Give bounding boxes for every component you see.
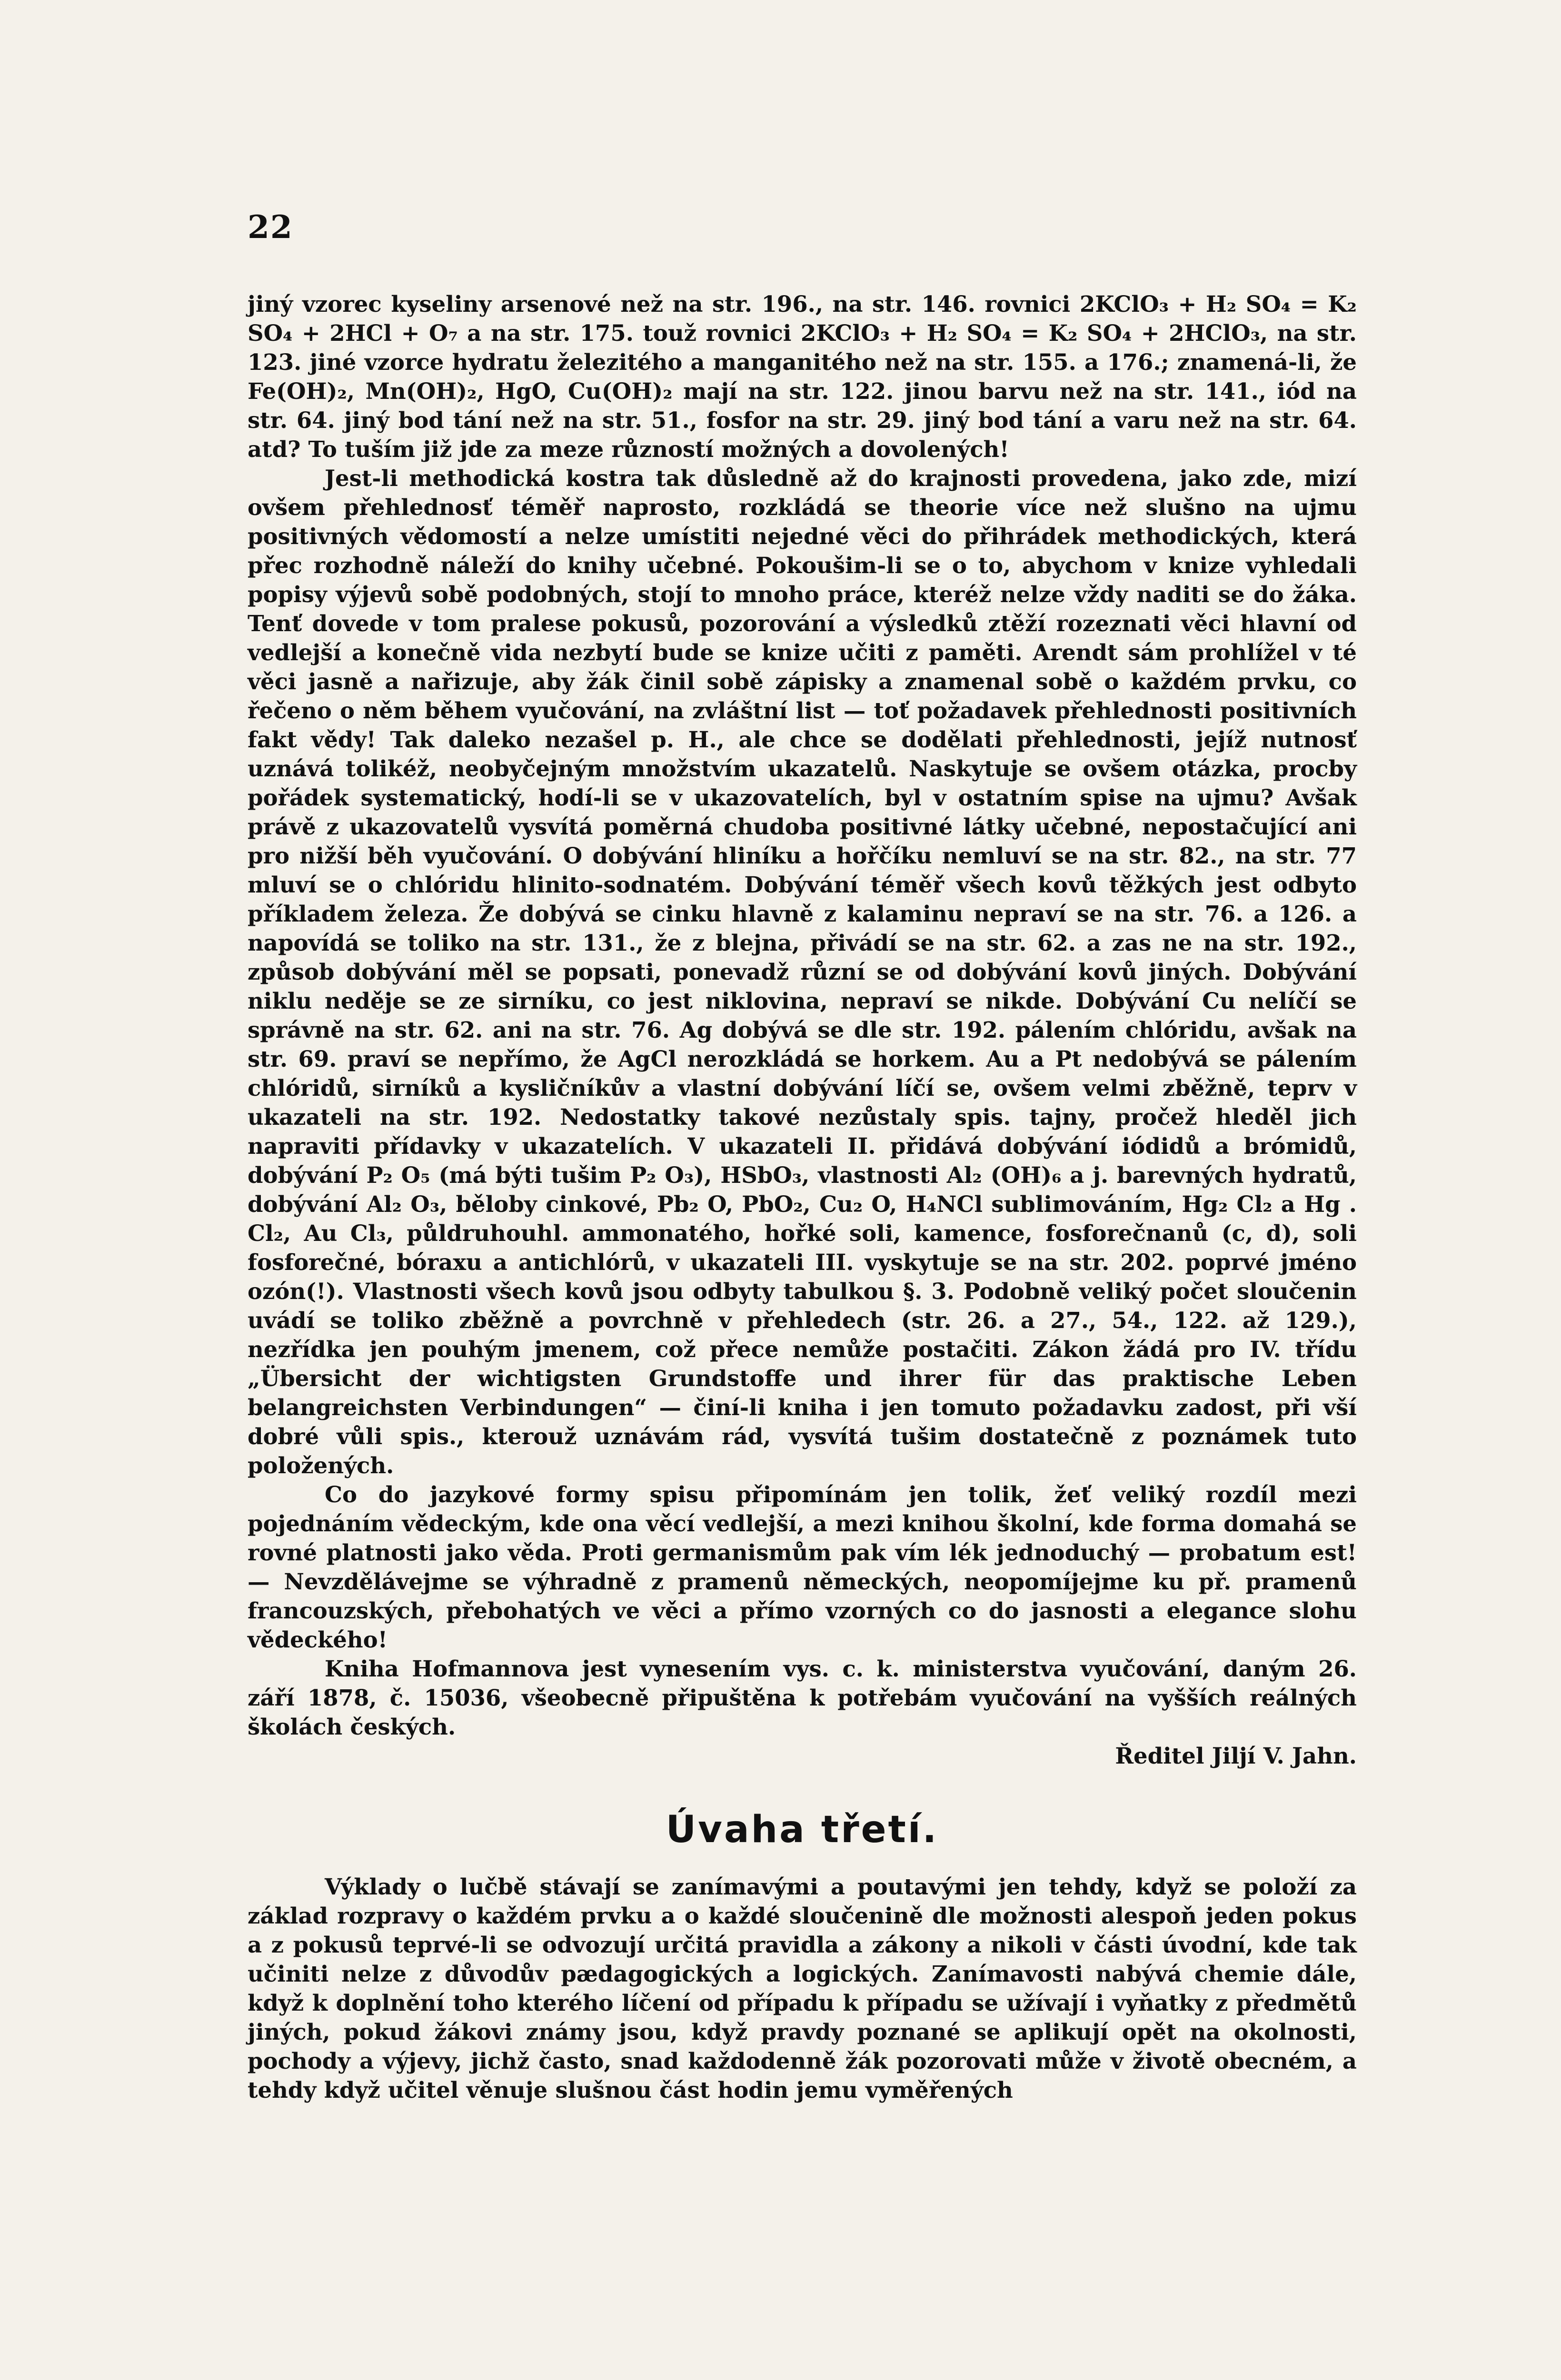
paragraph-continuation: jiný vzorec kyseliny arsenové než na str. 196., na str. 146. rovnici 2KClO₃ + H₂ SO₄ = K₂ SO₄ + 2HCl + O₇ a na str. 175. touž rovnici 2KClO₃ + H₂ SO₄ = K₂ SO₄ + 2HClO₃, na str. 123. jiné vzorce hydratu železitého a manganitého než na str. 155. a 176.; znamená-li, že Fe(OH)₂, Mn(OH)₂, HgO, Cu(OH)₂ mají na str. 122. jinou barvu než na str. 141., iód na str. 64. jiný bod tání než na str. 51., fosfor na str. 29. jiný bod tání a varu než na str. 64. atd? To tuším již jde za meze růzností možných a dovolených! (248, 291, 1357, 462)
text-column (248, 289, 1357, 2104)
section-heading: Úvaha třetí. (666, 1808, 939, 1851)
signature: Ředitel Jiljí V. Jahn. (1115, 1743, 1357, 1769)
paragraph-language: Co do jazykové formy spisu připomínám jen tolik, žeť veliký rozdíl mezi pojednáním vědeckým, kde ona věcí vedlejší, a mezi knihou školní, kde forma domahá se rovné platnosti jako věda. Proti germanismům pak vím lék jednoduchý — probatum est! — Nevzdělávejme se výhradně z pramenů německých, neopomíjejme ku př. pramenů francouzských, přebohatých ve věci a přímo vzorných co do jasnosti a elegance slohu vědeckého! (248, 1481, 1357, 1653)
paragraph-section-three: Výklady o lučbě stávají se zanímavými a poutavými jen tehdy, když se položí za základ rozpravy o každém prvku a o každé sloučenině dle možnosti alespoň jeden pokus a z pokusů teprvé-li se odvozují určitá pravidla a zákony a nikoli v části úvodní, kde tak učiniti nelze z důvodův pædagogických a logických. Zanímavosti nabývá chemie dále, když k doplnění toho kterého líčení od případu k případu se užívají i vyňatky z předmětů jiných, pokud žákovi známy jsou, když pravdy poznané se aplikují opět na okolnosti, pochody a výjevy, jichž často, snad každodenně žák pozorovati může v životě obecném, a tehdy když učitel věnuje slušnou část hodin jemu vyměřených (248, 1874, 1357, 2103)
paragraph-approval: Kniha Hofmannova jest vynesením vys. c. k. ministerstva vyučování, daným 26. září 1878, č. 15036, všeobecně připuštěna k potřebám vyučování na vyšších reálných školách českých. (248, 1656, 1357, 1740)
page-number: 22 (248, 208, 293, 246)
paragraph-methodology: Jest-li methodická kostra tak důsledně až do krajnosti provedena, jako zde, mizí ovšem přehlednosť téměř naprosto, rozkládá se theorie více než slušno na ujmu positivných vědomostí a nelze umístiti nejedné věci do přihrádek methodických, která přec rozhodně náleží do knihy učebné. Pokoušim-li se o to, abychom v knize vyhledali popisy výjevů sobě podobných, stojí to mnoho práce, kteréž nelze vždy naditi se do žáka. Tenť dovede v tom pralese pokusů, pozorování a výsledků ztěží rozeznati věci hlavní od vedlejší a konečně vida nezbytí bude se knize učiti z paměti. Arendt sám prohlížel v té věci jasně a nařizuje, aby žák činil sobě zápisky a znamenal sobě o každém prvku, co řečeno o něm během vyučování, na zvláštní list — toť požadavek přehlednosti positivních fakt vědy! Tak daleko nezašel p. H., ale chce se dodělati přehlednosti, jejíž nutnosť uznává tolikéž, neobyčejným množstvím ukazatelů. Naskytuje se ovšem otázka, procby pořádek systematický, hodí-li se v ukazovatelích, byl v ostatním spise na ujmu? Avšak právě z ukazovatelů vysvítá poměrná chudoba positivné látky učebné, nepostačující ani pro nižší běh vyučování. O dobývání hliníku a hořčíku nemluví se na str. 82., na str. 77 mluví se o chlóridu hlinito-sodnatém. Dobývání téměř všech kovů těžkých jest odbyto příkladem železa. Že dobývá se cinku hlavně z kalaminu nepraví se na str. 76. a 126. a napovídá se toliko na str. 131., že z blejna, přivádí se na str. 62. a zas ne na str. 192., způsob dobývání měl se popsati, ponevadž různí se od dobývání kovů jiných. Dobývání niklu neděje se ze sirníku, co jest niklovina, nepraví se nikde. Dobývání Cu nelíčí se správně na str. 62. ani na str. 76. Ag dobývá se dle str. 192. pálením chlóridu, avšak na str. 69. praví se nepřímo, že AgCl nerozkládá se horkem. Au a Pt nedobývá se pálením chlóridů, sirníků a kysličníkův a vlastní dobývání líčí se, ovšem velmi zběžně, teprv v ukazateli na str. 192. Nedostatky takové nezůstaly spis. tajny, pročež hleděl jich napraviti přídavky v ukazatelích. V ukazateli II. přidává dobývání iódidů a brómidů, dobývání P₂ O₅ (má býti tušim P₂ O₃), HSbO₃, vlastnosti Al₂ (OH)₆ a j. barevných hydratů, dobývání Al₂ O₃, běloby cinkové, Pb₂ O, PbO₂, Cu₂ O, H₄NCl sublimováním, Hg₂ Cl₂ a Hg . Cl₂, Au Cl₃, půldruhouhl. ammonatého, hořké soli, kamence, fosforečnanů (c, d), soli fosforečné, bóraxu a antichlórů, v ukazateli III. vyskytuje se na str. 202. poprvé jméno ozón(!). Vlastnosti všech kovů jsou odbyty tabulkou §. 3. Podobně veliký počet sloučenin uvádí se toliko zběžně a povrchně v přehledech (str. 26. a 27., 54., 122. až 129.), nezřídka jen pouhým jmenem, což přece nemůže postačiti. Zákon žádá pro IV. třídu „Übersicht der wichtigsten Grundstoffe und ihrer für das praktische Leben belangreichsten Verbindungen“ — činí-li kniha i jen tomuto požadavku zadost, při vší dobré vůli spis., kterouž uznávám rád, vysvítá tušim dostatečně z poznámek tuto položených. (248, 465, 1357, 1478)
